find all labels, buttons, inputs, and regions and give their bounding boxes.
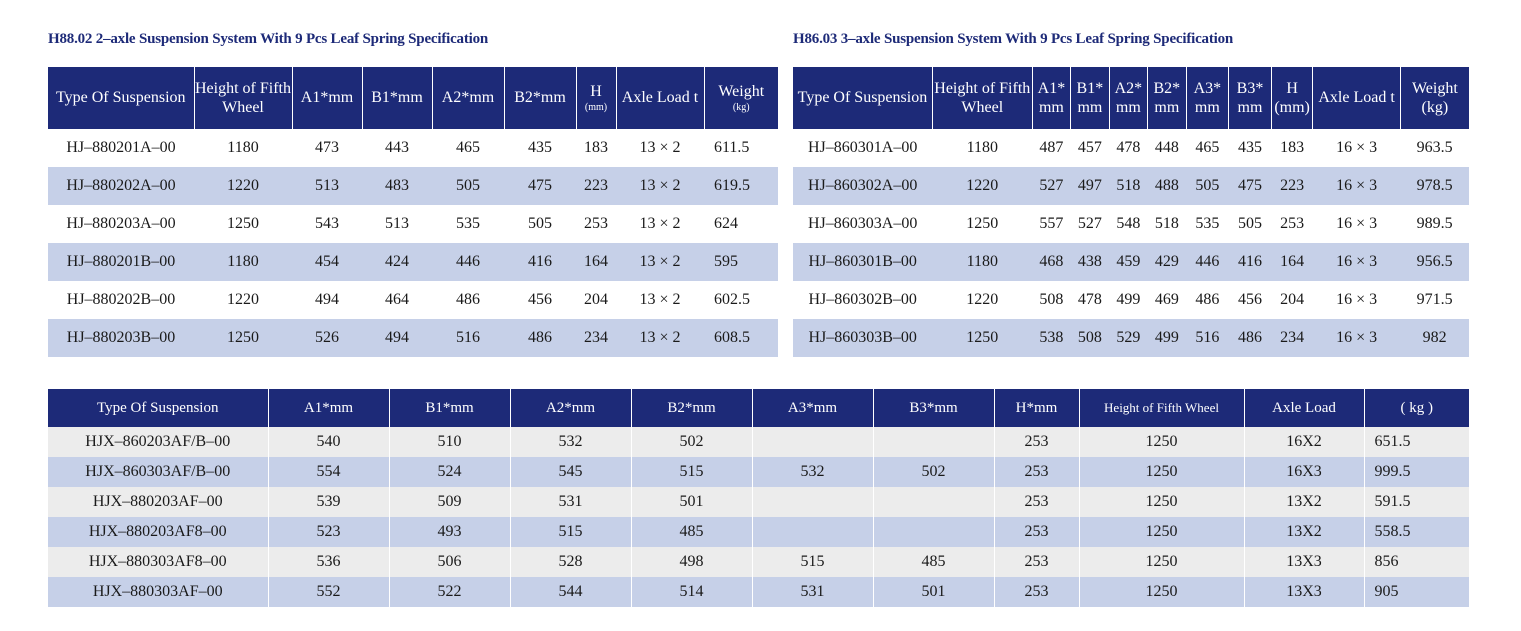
table-cell: 253 bbox=[994, 427, 1079, 457]
table-cell: 1250 bbox=[1079, 487, 1244, 517]
col-weight-unit: (kg) bbox=[732, 101, 750, 113]
table-cell bbox=[873, 487, 994, 517]
table-cell: 16X3 bbox=[1244, 457, 1364, 487]
table-cell: 473 bbox=[292, 129, 362, 167]
table-cell: 531 bbox=[752, 577, 873, 607]
table-row bbox=[793, 167, 1469, 205]
table-cell: 164 bbox=[576, 243, 616, 281]
cell-model: HJX–880303AF8–00 bbox=[48, 547, 268, 577]
table-cell bbox=[873, 517, 994, 547]
table-cell: 459 bbox=[1109, 243, 1147, 281]
cell-model: HJ–860303A–00 bbox=[793, 205, 932, 243]
table-cell: 502 bbox=[873, 457, 994, 487]
col-b3: B3* mm bbox=[1229, 67, 1272, 129]
table-cell: 1250 bbox=[1079, 457, 1244, 487]
table-row bbox=[48, 167, 778, 205]
table-row bbox=[48, 319, 778, 357]
table-cell: 164 bbox=[1271, 243, 1313, 281]
table-cell: 558.5 bbox=[1364, 517, 1469, 547]
table-cell: 16X2 bbox=[1244, 427, 1364, 457]
table-cell: 1220 bbox=[932, 167, 1032, 205]
cell-model: HJ–860301B–00 bbox=[793, 243, 932, 281]
table-cell: 963.5 bbox=[1400, 129, 1469, 167]
table-cell: 527 bbox=[1071, 205, 1109, 243]
table-cell: 424 bbox=[362, 243, 432, 281]
table-cell: 16 × 3 bbox=[1313, 205, 1400, 243]
cell-model: HJ–880201A–00 bbox=[48, 129, 194, 167]
cell-model: HJX–860203AF/B–00 bbox=[48, 427, 268, 457]
table-cell: 501 bbox=[631, 487, 752, 517]
table-cell: 545 bbox=[510, 457, 631, 487]
col-height-fifth-wheel: Height of Fifth Wheel bbox=[932, 67, 1032, 129]
col-h-unit: (mm) bbox=[584, 101, 608, 113]
table-cell: 454 bbox=[292, 243, 362, 281]
table-cell bbox=[873, 427, 994, 457]
table-cell: 486 bbox=[1229, 319, 1272, 357]
table-cell: 956.5 bbox=[1400, 243, 1469, 281]
table-cell: 448 bbox=[1148, 129, 1186, 167]
table-cell: 510 bbox=[389, 427, 510, 457]
table-cell: 532 bbox=[510, 427, 631, 457]
col-h-label: H bbox=[590, 83, 602, 101]
table-cell: 538 bbox=[1032, 319, 1070, 357]
table-row bbox=[48, 243, 778, 281]
table-cell: 505 bbox=[1186, 167, 1229, 205]
table-cell: 1250 bbox=[1079, 577, 1244, 607]
col-a2: A2*mm bbox=[432, 67, 504, 129]
table-cell: 999.5 bbox=[1364, 457, 1469, 487]
col-b2: B2*mm bbox=[631, 389, 752, 427]
table-cell: 253 bbox=[994, 517, 1079, 547]
table-cell: 223 bbox=[1271, 167, 1313, 205]
col-b2: B2*mm bbox=[504, 67, 576, 129]
table-cell: 1250 bbox=[932, 319, 1032, 357]
table-cell: 514 bbox=[631, 577, 752, 607]
table-row bbox=[48, 205, 778, 243]
table-cell: 539 bbox=[268, 487, 389, 517]
table-cell: 464 bbox=[362, 281, 432, 319]
table-cell: 1250 bbox=[1079, 427, 1244, 457]
table-cell: 905 bbox=[1364, 577, 1469, 607]
table-row bbox=[793, 129, 1469, 167]
table-cell: 16 × 3 bbox=[1313, 167, 1400, 205]
table-cell: 608.5 bbox=[704, 319, 778, 357]
table-cell: 554 bbox=[268, 457, 389, 487]
table-cell: 485 bbox=[631, 517, 752, 547]
table-cell: 557 bbox=[1032, 205, 1070, 243]
spec-table-2-axle bbox=[48, 67, 778, 357]
cell-model: HJX–880303AF–00 bbox=[48, 577, 268, 607]
table-cell: 416 bbox=[504, 243, 576, 281]
table-cell bbox=[752, 487, 873, 517]
table-cell: 515 bbox=[752, 547, 873, 577]
table-cell: 982 bbox=[1400, 319, 1469, 357]
col-a1: A1*mm bbox=[268, 389, 389, 427]
table-cell: 1180 bbox=[932, 129, 1032, 167]
table-cell: 515 bbox=[631, 457, 752, 487]
table-cell: 624 bbox=[704, 205, 778, 243]
table-cell: 536 bbox=[268, 547, 389, 577]
table-row bbox=[48, 517, 1469, 547]
table-cell: 478 bbox=[1071, 281, 1109, 319]
table-cell: 989.5 bbox=[1400, 205, 1469, 243]
table-cell: 513 bbox=[362, 205, 432, 243]
table-cell: 429 bbox=[1148, 243, 1186, 281]
table-cell: 486 bbox=[432, 281, 504, 319]
col-axle-load: Axle Load bbox=[1244, 389, 1364, 427]
table-cell: 540 bbox=[268, 427, 389, 457]
table-cell: 1250 bbox=[932, 205, 1032, 243]
table-cell: 456 bbox=[504, 281, 576, 319]
table-cell: 651.5 bbox=[1364, 427, 1469, 457]
table-cell: 532 bbox=[752, 457, 873, 487]
cell-model: HJ–880201B–00 bbox=[48, 243, 194, 281]
table-cell: 856 bbox=[1364, 547, 1469, 577]
col-a1: A1*mm bbox=[292, 67, 362, 129]
col-a1: A1* mm bbox=[1032, 67, 1070, 129]
table-cell: 506 bbox=[389, 547, 510, 577]
table-cell: 619.5 bbox=[704, 167, 778, 205]
table-cell: 494 bbox=[362, 319, 432, 357]
table-cell: 505 bbox=[1229, 205, 1272, 243]
col-b1: B1*mm bbox=[362, 67, 432, 129]
table-cell: 501 bbox=[873, 577, 994, 607]
table-cell: 591.5 bbox=[1364, 487, 1469, 517]
table-cell: 253 bbox=[1271, 205, 1313, 243]
col-h: H*mm bbox=[994, 389, 1079, 427]
table-cell: 253 bbox=[994, 577, 1079, 607]
table-cell: 483 bbox=[362, 167, 432, 205]
table-cell: 253 bbox=[994, 457, 1079, 487]
table-cell: 478 bbox=[1109, 129, 1147, 167]
table-cell: 446 bbox=[1186, 243, 1229, 281]
table-cell: 522 bbox=[389, 577, 510, 607]
table-cell: 487 bbox=[1032, 129, 1070, 167]
col-b3: B3*mm bbox=[873, 389, 994, 427]
table-header-row bbox=[48, 67, 778, 129]
table-cell: 552 bbox=[268, 577, 389, 607]
cell-model: HJX–860303AF/B–00 bbox=[48, 457, 268, 487]
table1-body bbox=[48, 129, 778, 357]
col-h bbox=[576, 67, 616, 129]
table-cell: 253 bbox=[576, 205, 616, 243]
table-cell: 204 bbox=[1271, 281, 1313, 319]
cell-model: HJ–880203B–00 bbox=[48, 319, 194, 357]
table-cell: 527 bbox=[1032, 167, 1070, 205]
table-cell: 13 × 2 bbox=[616, 243, 704, 281]
table-cell: 509 bbox=[389, 487, 510, 517]
table-cell: 1180 bbox=[932, 243, 1032, 281]
table-cell: 13 × 2 bbox=[616, 205, 704, 243]
col-type: Type Of Suspension bbox=[48, 67, 194, 129]
table-cell: 486 bbox=[504, 319, 576, 357]
table-cell: 183 bbox=[1271, 129, 1313, 167]
table-row bbox=[793, 319, 1469, 357]
table-cell: 443 bbox=[362, 129, 432, 167]
table-cell: 16 × 3 bbox=[1313, 319, 1400, 357]
col-a2: A2* mm bbox=[1109, 67, 1147, 129]
col-height-fifth-wheel: Height of Fifth Wheel bbox=[1079, 389, 1244, 427]
table-cell: 518 bbox=[1148, 205, 1186, 243]
table-cell: 234 bbox=[1271, 319, 1313, 357]
col-height-fifth-wheel: Height of Fifth Wheel bbox=[194, 67, 292, 129]
table-cell: 13X2 bbox=[1244, 517, 1364, 547]
table-cell: 543 bbox=[292, 205, 362, 243]
col-a3: A3*mm bbox=[752, 389, 873, 427]
table-cell: 498 bbox=[631, 547, 752, 577]
table-cell: 1220 bbox=[932, 281, 1032, 319]
spec-table-af-series bbox=[48, 389, 1469, 607]
table-cell: 544 bbox=[510, 577, 631, 607]
table-cell: 486 bbox=[1186, 281, 1229, 319]
table-cell: 528 bbox=[510, 547, 631, 577]
table-cell: 1180 bbox=[194, 129, 292, 167]
table-cell: 508 bbox=[1071, 319, 1109, 357]
table-cell: 234 bbox=[576, 319, 616, 357]
col-weight-label: Weight bbox=[718, 83, 765, 101]
table-cell: 16 × 3 bbox=[1313, 281, 1400, 319]
col-type: Type Of Suspension bbox=[793, 67, 932, 129]
cell-model: HJ–860302B–00 bbox=[793, 281, 932, 319]
table3-body bbox=[48, 427, 1469, 607]
table-cell: 13 × 2 bbox=[616, 281, 704, 319]
table-row bbox=[48, 487, 1469, 517]
table-cell: 13X3 bbox=[1244, 577, 1364, 607]
table-row bbox=[48, 281, 778, 319]
table-header-row bbox=[48, 389, 1469, 427]
table-cell: 971.5 bbox=[1400, 281, 1469, 319]
table-cell: 535 bbox=[432, 205, 504, 243]
table2-title: H86.03 3–axle Suspension System With 9 Pcs Leaf Spring Specification bbox=[793, 31, 1234, 47]
table-cell: 516 bbox=[432, 319, 504, 357]
table-row bbox=[793, 281, 1469, 319]
table-cell: 505 bbox=[432, 167, 504, 205]
table-cell: 16 × 3 bbox=[1313, 129, 1400, 167]
table-cell: 505 bbox=[504, 205, 576, 243]
table-cell: 456 bbox=[1229, 281, 1272, 319]
table-cell: 488 bbox=[1148, 167, 1186, 205]
table-cell: 485 bbox=[873, 547, 994, 577]
col-weight: ( kg ) bbox=[1364, 389, 1469, 427]
table-cell: 535 bbox=[1186, 205, 1229, 243]
table-cell: 416 bbox=[1229, 243, 1272, 281]
cell-model: HJ–880202A–00 bbox=[48, 167, 194, 205]
table-cell: 457 bbox=[1071, 129, 1109, 167]
table-cell bbox=[752, 517, 873, 547]
col-a3: A3* mm bbox=[1186, 67, 1229, 129]
table-cell: 1250 bbox=[194, 205, 292, 243]
col-a2: A2*mm bbox=[510, 389, 631, 427]
table-cell: 523 bbox=[268, 517, 389, 547]
table-cell: 465 bbox=[1186, 129, 1229, 167]
table-cell: 499 bbox=[1148, 319, 1186, 357]
table-row bbox=[48, 457, 1469, 487]
table-row bbox=[48, 547, 1469, 577]
table-cell: 499 bbox=[1109, 281, 1147, 319]
cell-model: HJ–880203A–00 bbox=[48, 205, 194, 243]
table-cell: 16 × 3 bbox=[1313, 243, 1400, 281]
table-cell: 1220 bbox=[194, 281, 292, 319]
table-cell: 531 bbox=[510, 487, 631, 517]
cell-model: HJX–880203AF8–00 bbox=[48, 517, 268, 547]
table-cell: 183 bbox=[576, 129, 616, 167]
spec-table-3-axle bbox=[793, 67, 1469, 357]
table-cell: 204 bbox=[576, 281, 616, 319]
col-weight: Weight (kg) bbox=[1400, 67, 1469, 129]
table-cell: 475 bbox=[1229, 167, 1272, 205]
table-cell: 548 bbox=[1109, 205, 1147, 243]
table-cell: 468 bbox=[1032, 243, 1070, 281]
cell-model: HJ–880202B–00 bbox=[48, 281, 194, 319]
table-cell: 435 bbox=[1229, 129, 1272, 167]
col-axle-load: Axle Load t bbox=[1313, 67, 1400, 129]
cell-model: HJX–880203AF–00 bbox=[48, 487, 268, 517]
table-cell: 1250 bbox=[1079, 547, 1244, 577]
table-cell: 475 bbox=[504, 167, 576, 205]
table-cell: 13 × 2 bbox=[616, 167, 704, 205]
table-cell: 494 bbox=[292, 281, 362, 319]
col-b2: B2* mm bbox=[1148, 67, 1186, 129]
table-cell: 602.5 bbox=[704, 281, 778, 319]
col-axle-load: Axle Load t bbox=[616, 67, 704, 129]
table-row bbox=[793, 243, 1469, 281]
col-b1: B1* mm bbox=[1071, 67, 1109, 129]
table-cell: 611.5 bbox=[704, 129, 778, 167]
table-cell: 518 bbox=[1109, 167, 1147, 205]
table-cell: 529 bbox=[1109, 319, 1147, 357]
table-cell: 446 bbox=[432, 243, 504, 281]
table-cell: 13X3 bbox=[1244, 547, 1364, 577]
table-cell: 513 bbox=[292, 167, 362, 205]
table-cell: 526 bbox=[292, 319, 362, 357]
table-cell: 493 bbox=[389, 517, 510, 547]
table-cell: 516 bbox=[1186, 319, 1229, 357]
cell-model: HJ–860302A–00 bbox=[793, 167, 932, 205]
table-cell: 469 bbox=[1148, 281, 1186, 319]
table-cell: 524 bbox=[389, 457, 510, 487]
table-row bbox=[793, 205, 1469, 243]
table1-title: H88.02 2–axle Suspension System With 9 Pcs Leaf Spring Specification bbox=[48, 31, 489, 47]
table2-body bbox=[793, 129, 1469, 357]
table-cell: 1180 bbox=[194, 243, 292, 281]
table-cell: 1250 bbox=[1079, 517, 1244, 547]
cell-model: HJ–860301A–00 bbox=[793, 129, 932, 167]
table-header-row bbox=[793, 67, 1469, 129]
table-cell: 13 × 2 bbox=[616, 319, 704, 357]
table-cell: 978.5 bbox=[1400, 167, 1469, 205]
table-row bbox=[48, 129, 778, 167]
table-cell: 515 bbox=[510, 517, 631, 547]
table-cell: 1250 bbox=[194, 319, 292, 357]
col-b1: B1*mm bbox=[389, 389, 510, 427]
table-cell: 502 bbox=[631, 427, 752, 457]
table-row bbox=[48, 577, 1469, 607]
table-cell: 1220 bbox=[194, 167, 292, 205]
table-row bbox=[48, 427, 1469, 457]
table-cell: 13 × 2 bbox=[616, 129, 704, 167]
table-cell: 465 bbox=[432, 129, 504, 167]
table-cell: 435 bbox=[504, 129, 576, 167]
table-cell: 497 bbox=[1071, 167, 1109, 205]
table-cell: 595 bbox=[704, 243, 778, 281]
cell-model: HJ–860303B–00 bbox=[793, 319, 932, 357]
table-cell: 438 bbox=[1071, 243, 1109, 281]
table-cell: 223 bbox=[576, 167, 616, 205]
col-h: H (mm) bbox=[1271, 67, 1313, 129]
col-weight bbox=[704, 67, 778, 129]
table-cell bbox=[752, 427, 873, 457]
table-cell: 13X2 bbox=[1244, 487, 1364, 517]
table-cell: 253 bbox=[994, 547, 1079, 577]
col-type: Type Of Suspension bbox=[48, 389, 268, 427]
table-cell: 508 bbox=[1032, 281, 1070, 319]
table-cell: 253 bbox=[994, 487, 1079, 517]
